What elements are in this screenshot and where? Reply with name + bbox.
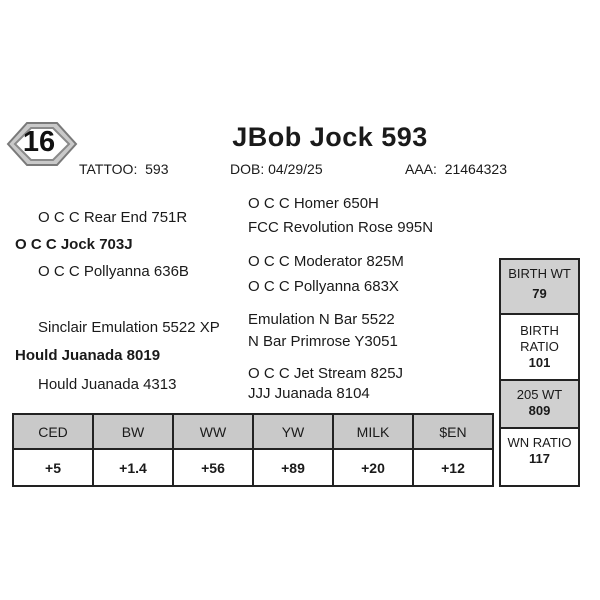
sire-dam-sire: O C C Moderator 825M [248,253,404,270]
tattoo-info [79,161,168,177]
epd-value-ww: +56 [173,449,253,486]
dam-sire: Sinclair Emulation 5522 XP [38,319,220,336]
aaa-value: 21464323 [444,161,507,177]
epd-header-row [13,414,493,449]
epd-value-row [13,449,493,486]
aaa-info [405,161,507,177]
sire-dam: O C C Pollyanna 636B [38,263,189,280]
epd-header-ced: CED [13,414,93,449]
sire-sire: O C C Rear End 751R [38,209,188,226]
birth-ratio-label-line1: BIRTH [520,323,559,338]
epd-value-milk: +20 [333,449,413,486]
dob-label: DOB: [230,161,265,177]
birth-weight-label: BIRTH WT [508,266,571,281]
weaning-ratio-value: 117 [529,451,550,466]
birth-weight-value: 79 [532,286,547,301]
sire: O C C Jock 703J [15,236,133,253]
dam-dam-sire: O C C Jet Stream 825J [248,365,404,382]
sire-sire-sire: O C C Homer 650H [248,195,379,212]
birth-ratio-value: 101 [528,355,551,370]
epd-value-bw: +1.4 [93,449,173,486]
epd-value-en: +12 [413,449,493,486]
epd-header-bw: BW [93,414,173,449]
aaa-label: AAA: [405,161,437,177]
epd-header-yw: YW [253,414,333,449]
dam: Hould Juanada 8019 [15,347,161,364]
dob-value: 04/29/25 [268,161,323,177]
weaning-weight-box [499,379,580,429]
weaning-weight-value: 809 [528,403,551,418]
birth-weight-box [499,258,580,315]
sire-dam-dam: O C C Pollyanna 683X [248,278,399,295]
tattoo-value: 593 [145,161,169,177]
dam-dam: Hould Juanada 4313 [38,376,177,393]
dam-dam-dam: JJJ Juanada 8104 [248,385,370,402]
animal-name: JBob Jock 593 [232,122,428,152]
epd-header-milk: MILK [333,414,413,449]
weaning-weight-label: 205 WT [516,387,563,402]
epd-table [12,413,494,487]
lot-number: 16 [22,126,56,158]
epd-value-ced: +5 [13,449,93,486]
tattoo-label: TATTOO: [79,161,138,177]
epd-header-en: $EN [413,414,493,449]
dob-info [230,161,323,177]
dam-sire-dam: N Bar Primrose Y3051 [248,333,398,350]
epd-value-yw: +89 [253,449,333,486]
epd-header-ww: WW [173,414,253,449]
birth-ratio-box [499,313,580,381]
weaning-ratio-box [499,427,580,487]
weaning-ratio-label: WN RATIO [507,435,572,450]
dam-sire-sire: Emulation N Bar 5522 [248,311,395,328]
sire-sire-dam: FCC Revolution Rose 995N [248,219,434,236]
birth-ratio-label-line2: RATIO [520,339,559,354]
